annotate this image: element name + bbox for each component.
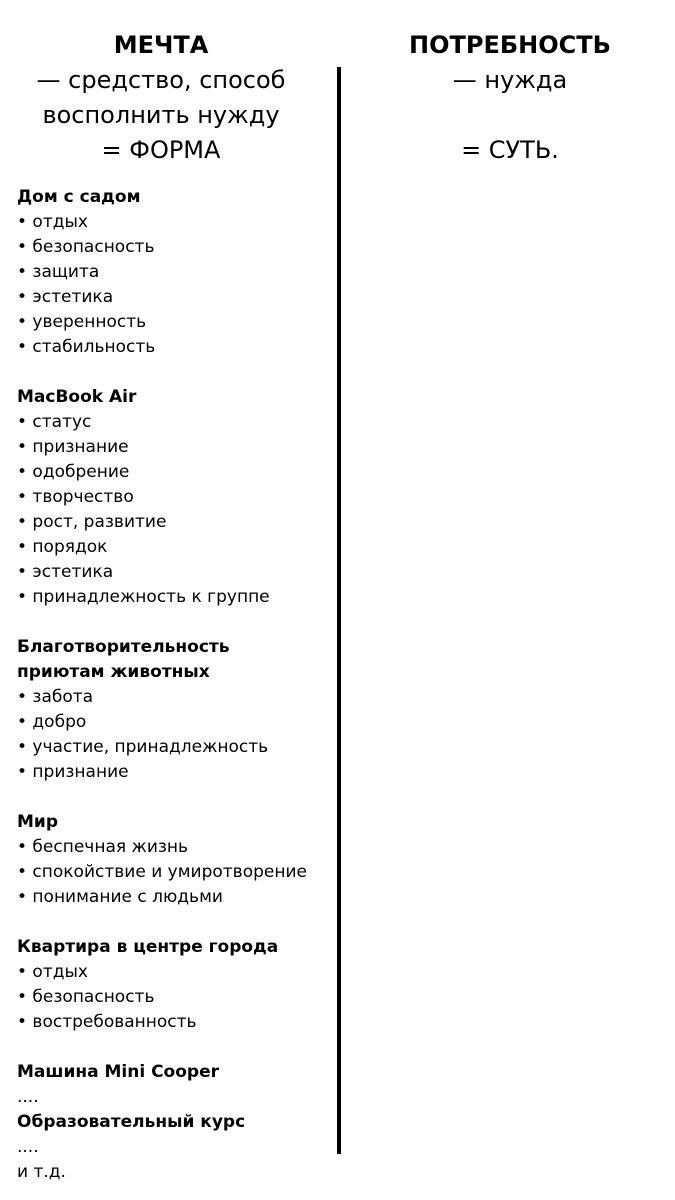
need-item: • одобрение — [17, 462, 130, 482]
need-item: • спокойствие и умиротворение — [17, 862, 307, 882]
need-header-line: = СУТЬ. — [461, 136, 559, 164]
group-spacer — [17, 1035, 332, 1060]
group-spacer — [17, 610, 332, 635]
ellipsis-text: .... — [17, 1087, 39, 1107]
group-spacer — [17, 910, 332, 935]
dream-group-title: Благотворительность — [17, 637, 230, 657]
need-item: • эстетика — [17, 287, 114, 307]
dream-group — [17, 810, 332, 910]
dream-group — [17, 635, 332, 785]
dream-group-title: Мир — [17, 812, 58, 832]
need-item: • статус — [17, 412, 92, 432]
need-item: • востребованность — [17, 1012, 197, 1032]
dream-group — [17, 935, 332, 1035]
need-item: • отдых — [17, 962, 88, 982]
dream-group-title: Квартира в центре города — [17, 937, 279, 957]
dream-header-line: восполнить нужду — [42, 101, 280, 129]
need-header-spacer — [345, 98, 675, 133]
dream-column-header — [0, 28, 322, 168]
dream-group-title: Машина Mini Cooper — [17, 1062, 219, 1082]
need-item: • забота — [17, 687, 94, 707]
need-item: • защита — [17, 262, 100, 282]
need-item: • безопасность — [17, 987, 155, 1007]
need-item: • уверенность — [17, 312, 147, 332]
need-item: • участие, принадлежность — [17, 737, 269, 757]
dream-list — [17, 185, 332, 1185]
dream-group-title: приютам животных — [17, 662, 210, 682]
column-divider — [337, 67, 341, 1154]
dream-group — [17, 385, 332, 610]
need-item: • эстетика — [17, 562, 114, 582]
need-item: • отдых — [17, 212, 88, 232]
need-item: • добро — [17, 712, 87, 732]
dream-group-title: MacBook Air — [17, 387, 137, 407]
etc-text: и т.д. — [17, 1162, 66, 1182]
group-spacer — [17, 360, 332, 385]
need-item: • признание — [17, 762, 129, 782]
dream-groups — [17, 185, 332, 1060]
need-item: • порядок — [17, 537, 108, 557]
need-item: • понимание с людьми — [17, 887, 223, 907]
need-column-header — [345, 28, 675, 168]
need-item: • творчество — [17, 487, 134, 507]
dream-header-title: МЕЧТА — [113, 31, 209, 59]
ellipsis-text: .... — [17, 1137, 39, 1157]
dream-header-line: = ФОРМА — [101, 136, 221, 164]
need-item: • признание — [17, 437, 129, 457]
dream-header-line: — средство, способ — [36, 66, 286, 94]
dream-group — [17, 185, 332, 360]
need-item: • беспечная жизнь — [17, 837, 189, 857]
need-header-line: — нужда — [452, 66, 568, 94]
need-item: • стабильность — [17, 337, 156, 357]
dream-group-title: Образовательный курс — [17, 1112, 246, 1132]
need-header-title: ПОТРЕБНОСТЬ — [409, 31, 611, 59]
need-item: • принадлежность к группе — [17, 587, 270, 607]
need-item: • рост, развитие — [17, 512, 167, 532]
group-spacer — [17, 785, 332, 810]
dream-group-title: Дом с садом — [17, 187, 141, 207]
need-item: • безопасность — [17, 237, 155, 257]
